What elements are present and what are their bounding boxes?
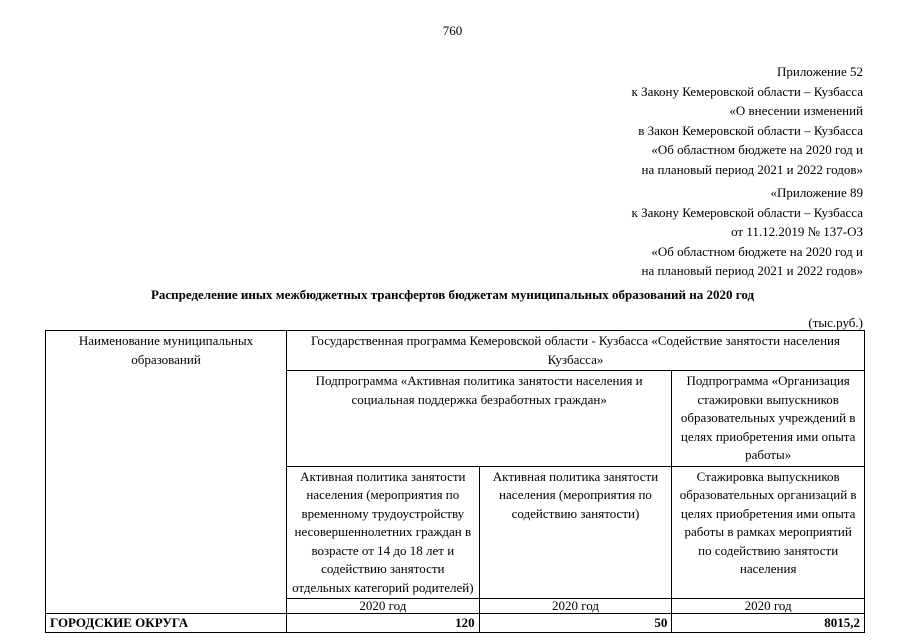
header-measure-1: Активная политика занятости населения (мероприятия по временному трудоустройству несовершеннолетних граждан в возрасте от 14 до 18 лет и содействию занятости отдельных категорий родителей): [287, 466, 480, 599]
annex-line: к Закону Кемеровской области – Кузбасса: [631, 204, 863, 220]
annex-line: «Об областном бюджете на 2020 год и: [651, 243, 863, 259]
header-year-3: 2020 год: [672, 599, 865, 614]
annex-line: «О внесении изменений: [729, 103, 863, 118]
header-subprogram-2: Подпрограмма «Организация стажировки выпускников образовательных учреждений в целях приобретения ими опыта работы»: [672, 371, 865, 467]
header-year-1: 2020 год: [287, 599, 480, 614]
units-label: (тыс.руб.): [808, 315, 863, 330]
table-row: [46, 614, 865, 633]
header-year-2: 2020 год: [479, 599, 672, 614]
row-value-2: 50: [479, 614, 672, 633]
header-program: Государственная программа Кемеровской области - Кузбасса «Содействие занятости населения Кузбасса»: [287, 331, 865, 371]
annex-line: «Приложение 89: [770, 185, 863, 200]
transfers-table: [45, 330, 865, 633]
annex-line: на плановый период 2021 и 2022 годов»: [641, 263, 863, 278]
header-municipality: Наименование муниципальных образований: [46, 331, 287, 614]
document-title: Распределение иных межбюджетных трансфертов бюджетам муниципальных образований на 2020 год: [150, 287, 755, 302]
annex-line: от 11.12.2019 № 137-ОЗ: [731, 224, 863, 239]
row-name: ГОРОДСКИЕ ОКРУГА: [46, 614, 287, 633]
annex-line: в Закон Кемеровской области – Кузбасса: [638, 122, 863, 138]
header-subprogram-1: Подпрограмма «Активная политика занятости населения и социальная поддержка безработных граждан»: [287, 371, 672, 467]
annex-line: Приложение 52: [776, 64, 863, 79]
annex-line: к Закону Кемеровской области – Кузбасса: [631, 83, 863, 99]
row-value-1: 120: [287, 614, 480, 633]
annex-header-89: [632, 183, 864, 281]
annex-line: «Об областном бюджете на 2020 год и: [651, 142, 863, 157]
annex-line: на плановый период 2021 и 2022 годов»: [641, 161, 863, 177]
annex-header-52: [632, 62, 864, 179]
header-measure-2: Активная политика занятости населения (мероприятия по содействию занятости): [479, 466, 672, 599]
page-number: 760: [442, 23, 463, 38]
row-value-3: 8015,2: [672, 614, 865, 633]
header-measure-3: Стажировка выпускников образовательных организаций в целях приобретения ими опыта работы в рамках мероприятий по содействию занятости населения: [672, 466, 865, 599]
